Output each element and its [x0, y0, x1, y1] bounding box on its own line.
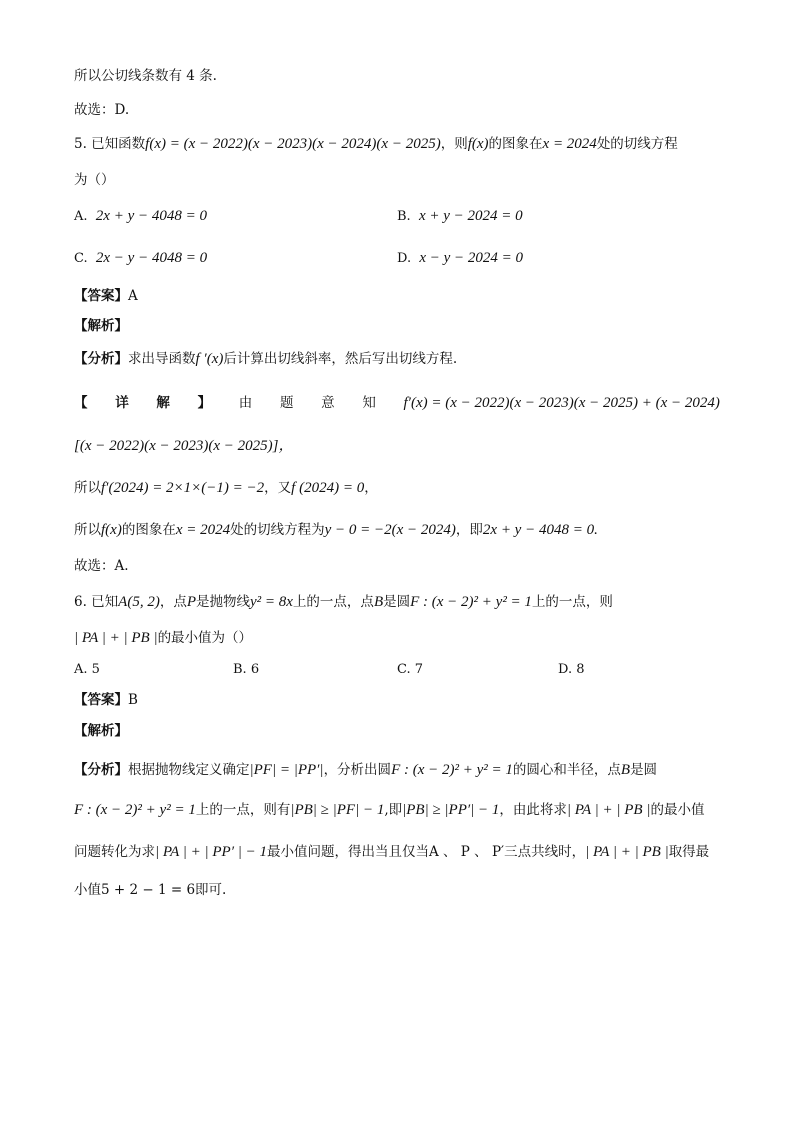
text-line: 所以公切线条数有 4 条.: [74, 68, 217, 84]
question-6-stem: 6. 已知A(5, 2)，点P是抛物线y² = 8x上的一点，点B是圆F : (x − 2)² + y² = 1上的一点，则: [74, 594, 613, 610]
analysis-6-line4: 小值5 + 2 − 1 = 6即可.: [74, 882, 227, 898]
option-c: C. 2x − y − 4048 = 0: [74, 250, 208, 266]
option-d: D. x − y − 2024 = 0: [397, 250, 524, 266]
option-c: C. 7: [397, 662, 424, 677]
option-b: B. x + y − 2024 = 0: [397, 208, 523, 224]
text-line: 故选：D.: [74, 102, 130, 118]
option-b: B. 6: [233, 662, 260, 677]
option-a: A. 5: [74, 662, 100, 677]
question-5-stem: 5. 已知函数f(x) = (x − 2022)(x − 2023)(x − 2024)(x − 2025)，则f(x)的图象在x = 2024处的切线方程: [74, 136, 678, 152]
option-a: A. 2x + y − 4048 = 0: [74, 208, 207, 224]
answer-5: 【答案】A: [74, 288, 138, 304]
choice-5: 故选：A.: [74, 558, 129, 574]
question-6-stem-cont: | PA | + | PB |的最小值为（）: [74, 630, 253, 646]
analysis-5-heading: 【解析】: [74, 318, 128, 334]
option-d: D. 8: [558, 662, 585, 677]
detail-5-line3: 所以f′(2024) = 2×1×(−1) = −2，又f (2024) = 0，: [74, 480, 378, 496]
analysis-6-line1: 【分析】根据抛物线定义确定|PF| = |PP′|，分析出圆F : (x − 2)² + y² = 1的圆心和半径，点B是圆: [74, 762, 658, 778]
analysis-6-line2: F : (x − 2)² + y² = 1上的一点，则有|PB| ≥ |PF| − 1,即|PB| ≥ |PP′| − 1，由此将求| PA | + | PB |的最小值: [74, 802, 705, 818]
analysis-6-line3: 问题转化为求| PA | + | PP′ | − 1最小值问题，得出当且仅当A 、 P 、 P′三点共线时，| PA | + | PB |取得最: [74, 844, 710, 860]
detail-5-line2: [(x − 2022)(x − 2023)(x − 2025)]，: [74, 438, 294, 454]
answer-6: 【答案】B: [74, 692, 138, 708]
detail-5-line1: 【 详 解 】 由 题 意 知 f′(x) = (x − 2022)(x − 2023)(x − 2025) + (x − 2024): [74, 395, 720, 411]
detail-5-line4: 所以f(x)的图象在x = 2024处的切线方程为y − 0 = −2(x − 2024)，即2x + y − 4048 = 0.: [74, 522, 598, 538]
question-5-stem-cont: 为（）: [74, 172, 115, 188]
analysis-6-heading: 【解析】: [74, 723, 128, 739]
analysis-5-summary: 【分析】求出导函数f ′(x)后计算出切线斜率，然后写出切线方程.: [74, 351, 458, 367]
